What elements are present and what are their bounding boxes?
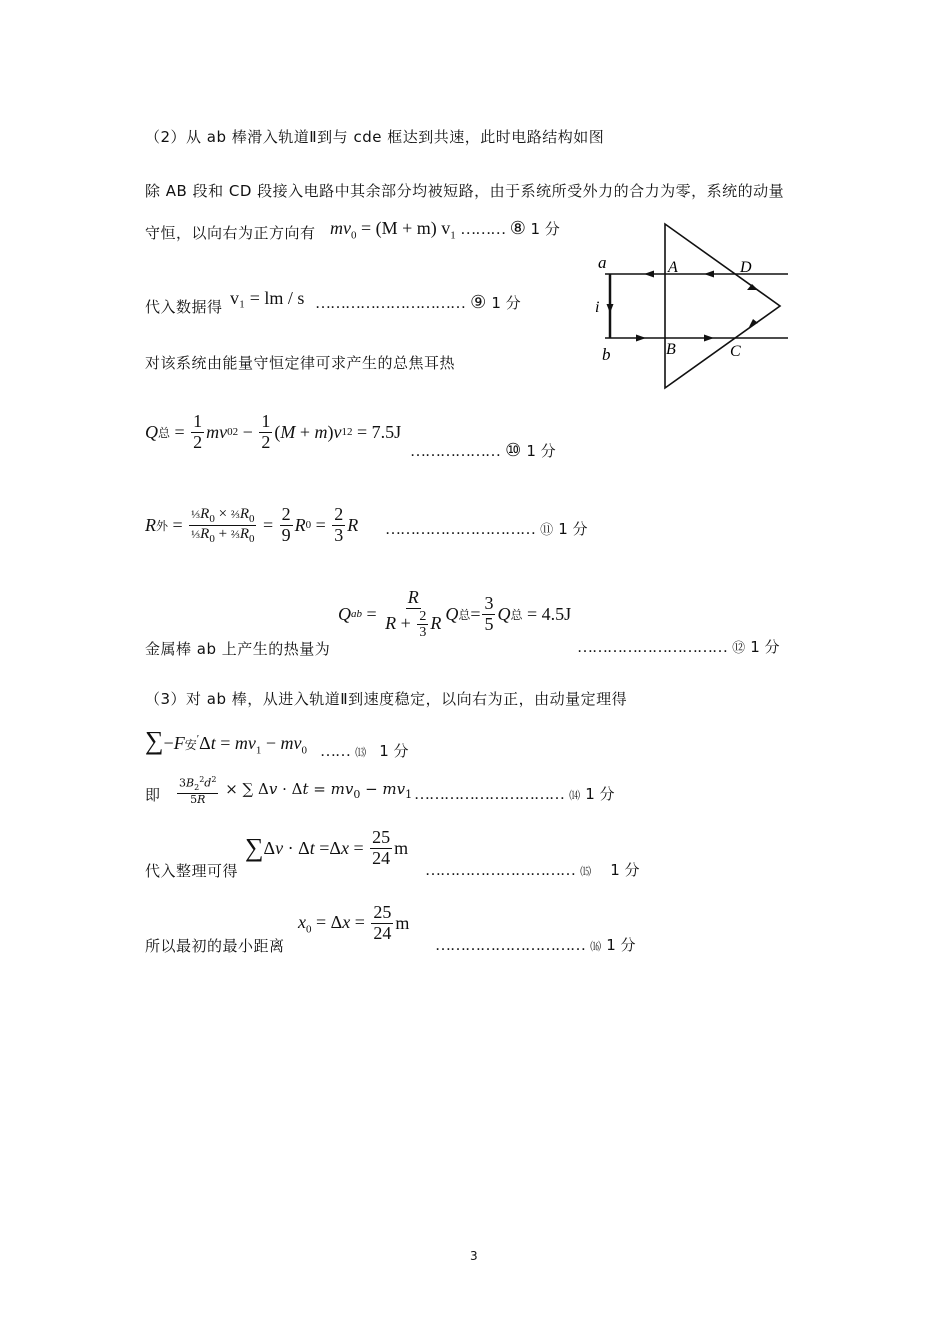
eq13-dots: …… bbox=[320, 743, 350, 760]
eq8-num: ⑧ bbox=[509, 218, 526, 238]
eq9-formula: v₁ = lm / s bbox=[230, 288, 305, 308]
eq9-dots: ………………………… bbox=[315, 295, 465, 312]
eq12-dots: ………………………… bbox=[577, 639, 727, 656]
label-B: B bbox=[666, 341, 676, 358]
eq12-formula: Q ab = R R + $\frac{2}{3}$ R Q 总 = $\frac{3}{5}$ Q 总 = 4.5J bbox=[338, 587, 572, 641]
eq8-row bbox=[145, 222, 316, 243]
eq16-score: 1 分 bbox=[606, 936, 636, 954]
eq15-formula: ∑ Δv · Δt =Δx = $\frac{25}{24}$ m bbox=[245, 827, 409, 868]
eq15-num: ⒂ bbox=[580, 866, 592, 878]
eq9-prefix: 代入数据得 bbox=[145, 298, 223, 316]
eq11-sub: 外 bbox=[156, 518, 169, 533]
eq14-score: 1 分 bbox=[585, 785, 615, 803]
eq15-score: 1 分 bbox=[610, 861, 640, 879]
eq8-prefix: 守恒，以向右为正方向有 bbox=[145, 224, 316, 242]
eq9-tail bbox=[315, 292, 521, 313]
label-A: A bbox=[668, 259, 678, 276]
eq9-score: 1 分 bbox=[491, 294, 521, 312]
current-arrow-down bbox=[607, 304, 614, 313]
eq10-tail: = 7.5J bbox=[356, 421, 402, 442]
ji-label: 即 bbox=[145, 786, 161, 804]
top-rail-arrow bbox=[644, 271, 654, 278]
eq10-dots: ……………… bbox=[410, 443, 500, 460]
min-line: 所以最初的最小距离 bbox=[145, 937, 285, 955]
eq9-num: ⑨ bbox=[470, 292, 487, 312]
eq8-score: 1 分 bbox=[530, 220, 560, 238]
part2-heading: （2）从 ab 棒滑入轨道Ⅱ到与 cde 框达到共速，此时电路结构如图 bbox=[145, 128, 605, 146]
label-C: C bbox=[730, 343, 741, 360]
sub-line: 代入整理可得 bbox=[145, 862, 239, 880]
eq10-tailbox bbox=[410, 440, 556, 461]
eq8-rhs: = (M + m) v bbox=[361, 218, 451, 238]
eq16-num: ⒃ bbox=[590, 941, 602, 953]
eq13-num: ⒀ bbox=[355, 747, 367, 759]
eq13-score: 1 分 bbox=[379, 742, 409, 760]
label-b: b bbox=[602, 345, 611, 364]
eq12-score: 1 分 bbox=[750, 638, 780, 656]
eq12-tail bbox=[577, 636, 780, 657]
top-rail-arrow-2 bbox=[704, 271, 714, 278]
part2-line2: 除 AB 段和 CD 段接入电路中其余部分均被短路，由于系统所受外力的合力为零，系统的动量 bbox=[145, 182, 785, 200]
eq14-num: ⒁ bbox=[569, 790, 581, 802]
eq10-score: 1 分 bbox=[526, 442, 556, 460]
heat-line: 金属棒 ab 上产生的热量为 bbox=[145, 640, 331, 658]
triangle-frame bbox=[665, 224, 780, 388]
eq14-tail bbox=[414, 783, 615, 804]
eq15-tail bbox=[425, 859, 640, 880]
eq10-sub: 总 bbox=[158, 425, 171, 440]
eq16-formula: $x_0 = \Delta x$ = $\frac{25}{24}$ m bbox=[298, 902, 410, 943]
eq16-dots: ………………………… bbox=[435, 937, 585, 954]
eq11-tail bbox=[385, 518, 588, 539]
eq14-formula: $\frac{3B_2^2d^2}{5R}$ × ∑ $\Delta v \cdot \Delta t = mv_0 - mv_1$ bbox=[179, 775, 413, 806]
bottom-rail-arrow-2 bbox=[636, 335, 646, 342]
eq12-text: = 4.5J bbox=[527, 603, 572, 624]
eq8-dots: ……… bbox=[460, 221, 506, 238]
eq14-dots: ………………………… bbox=[414, 786, 564, 803]
eq12-num: ⑫ bbox=[732, 640, 746, 655]
eq11-formula: R 外 = $\frac{\frac{1}{3}R_0 \times \frac{2}{3}R_0}{\frac{1}{3}R_0 + \frac{2}{3}R_0}$ = $\frac{2}{9}$ R 0 = $\frac{2}{3}$ R bbox=[145, 504, 359, 545]
eq13-tail bbox=[320, 740, 409, 761]
part3-heading: （3）对 ab 棒，从进入轨道Ⅱ到速度稳定，以向右为正，由动量定理得 bbox=[145, 690, 628, 708]
label-a: a bbox=[598, 253, 607, 272]
eq10-num: ⑩ bbox=[505, 440, 522, 460]
label-D: D bbox=[740, 259, 752, 276]
eq16-tail bbox=[435, 934, 636, 955]
page-number: 3 bbox=[470, 1249, 478, 1263]
part2-line5: 对该系统由能量守恒定律可求产生的总焦耳热 bbox=[145, 354, 456, 372]
eq11-num: ⑪ bbox=[540, 522, 554, 537]
eq13-formula: ∑−F安$'\Delta t = mv_1 - mv_0$ bbox=[145, 726, 308, 757]
eq11-score: 1 分 bbox=[558, 520, 588, 538]
eq11-label: R bbox=[145, 514, 156, 535]
circuit-diagram bbox=[590, 220, 800, 395]
label-i: i bbox=[595, 299, 600, 316]
bottom-rail-arrow bbox=[704, 335, 714, 342]
edge-arrow-upper bbox=[747, 284, 758, 290]
eq8-formula: $mv_0 = (M + m)$ $v_1$ ……… ⑧ 1 分 bbox=[330, 218, 560, 242]
eq10-label: Q bbox=[145, 421, 158, 442]
eq15-dots: ………………………… bbox=[425, 862, 575, 879]
eq8-lhs: mv bbox=[330, 218, 351, 238]
eq11-dots: ………………………… bbox=[385, 521, 535, 538]
eq10-formula: Q 总 = $\frac{1}{2}$ mv 0 2 − $\frac{1}{2}$ (M + m)v 1 2 = 7.5J bbox=[145, 411, 402, 452]
